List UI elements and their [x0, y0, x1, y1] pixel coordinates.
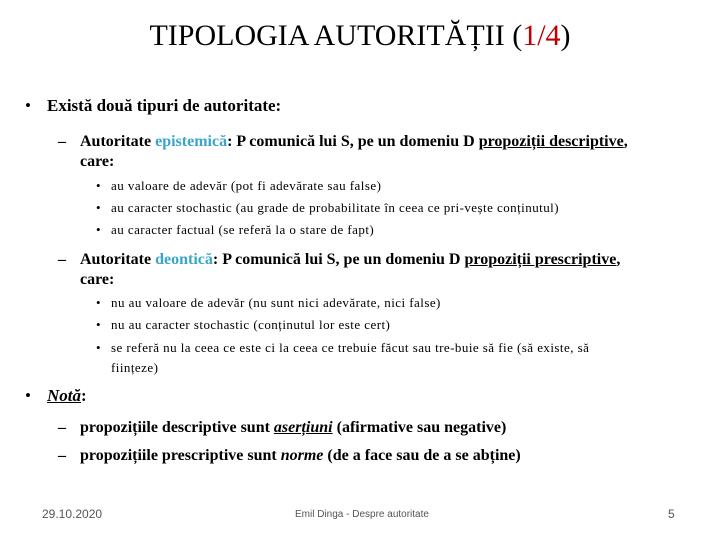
- footer-date: 29.10.2020: [42, 507, 103, 521]
- list-item: • nu au caracter stochastic (conținutul lor este cert): [111, 314, 589, 336]
- bullet-icon: •: [96, 295, 102, 310]
- deontic-properties: [96, 292, 590, 378]
- dash-icon: –: [58, 447, 66, 464]
- bullet-icon: •: [96, 222, 102, 237]
- bullet-icon: •: [96, 178, 102, 193]
- note-items: [58, 414, 521, 470]
- epistemic-authority: – Autoritate epistemică: P comunică lui S, pe un domeniu D propoziții descriptive, care:: [58, 133, 628, 170]
- title-fraction: 1/4: [522, 19, 561, 52]
- bullet-icon: •: [96, 200, 102, 215]
- note-item-prescriptive: – propozițiile prescriptive sunt norme (de a face sau de a se abține): [80, 442, 521, 470]
- slide-title: TIPOLOGIA AUTORITĂȚII (1/4): [149, 19, 571, 52]
- note-bullet: • Notă:: [25, 386, 87, 405]
- footer-author: Emil Dinga - Despre autoritate: [295, 509, 429, 520]
- dash-icon: –: [58, 251, 66, 268]
- intro-bullet: • Există două tipuri de autoritate:: [25, 96, 282, 115]
- bullet-icon: •: [25, 386, 31, 405]
- dash-icon: –: [58, 133, 66, 150]
- bullet-icon: •: [96, 317, 102, 332]
- page-number: 5: [668, 507, 675, 521]
- term-epistemic: epistemică: [155, 133, 228, 150]
- note-item-descriptive: – propozițiile descriptive sunt aserțiuni (afirmative sau negative): [80, 414, 521, 442]
- list-item: • au caracter factual (se referă la o stare de fapt): [111, 219, 559, 241]
- term-deontic: deontică: [155, 251, 213, 268]
- bullet-icon: •: [96, 340, 102, 355]
- list-item: • au caracter stochastic (au grade de probabilitate în ceea ce pri-vește conținutul): [111, 197, 559, 219]
- dash-icon: –: [58, 419, 66, 436]
- epistemic-properties: [96, 175, 559, 241]
- note-label: Notă: [47, 386, 81, 405]
- list-item: • nu au valoare de adevăr (nu sunt nici adevărate, nici false): [111, 292, 589, 314]
- list-item: • se referă nu la ceea ce este ci la ceea ce trebuie făcut sau tre-buie să fie (să existe, să ființeze): [96, 340, 590, 375]
- deontic-authority: – Autoritate deontică: P comunică lui S, pe un domeniu D propoziții prescriptive, care:: [58, 251, 621, 288]
- bullet-icon: •: [25, 96, 31, 115]
- list-item: • au valoare de adevăr (pot fi adevărate sau false): [111, 175, 559, 197]
